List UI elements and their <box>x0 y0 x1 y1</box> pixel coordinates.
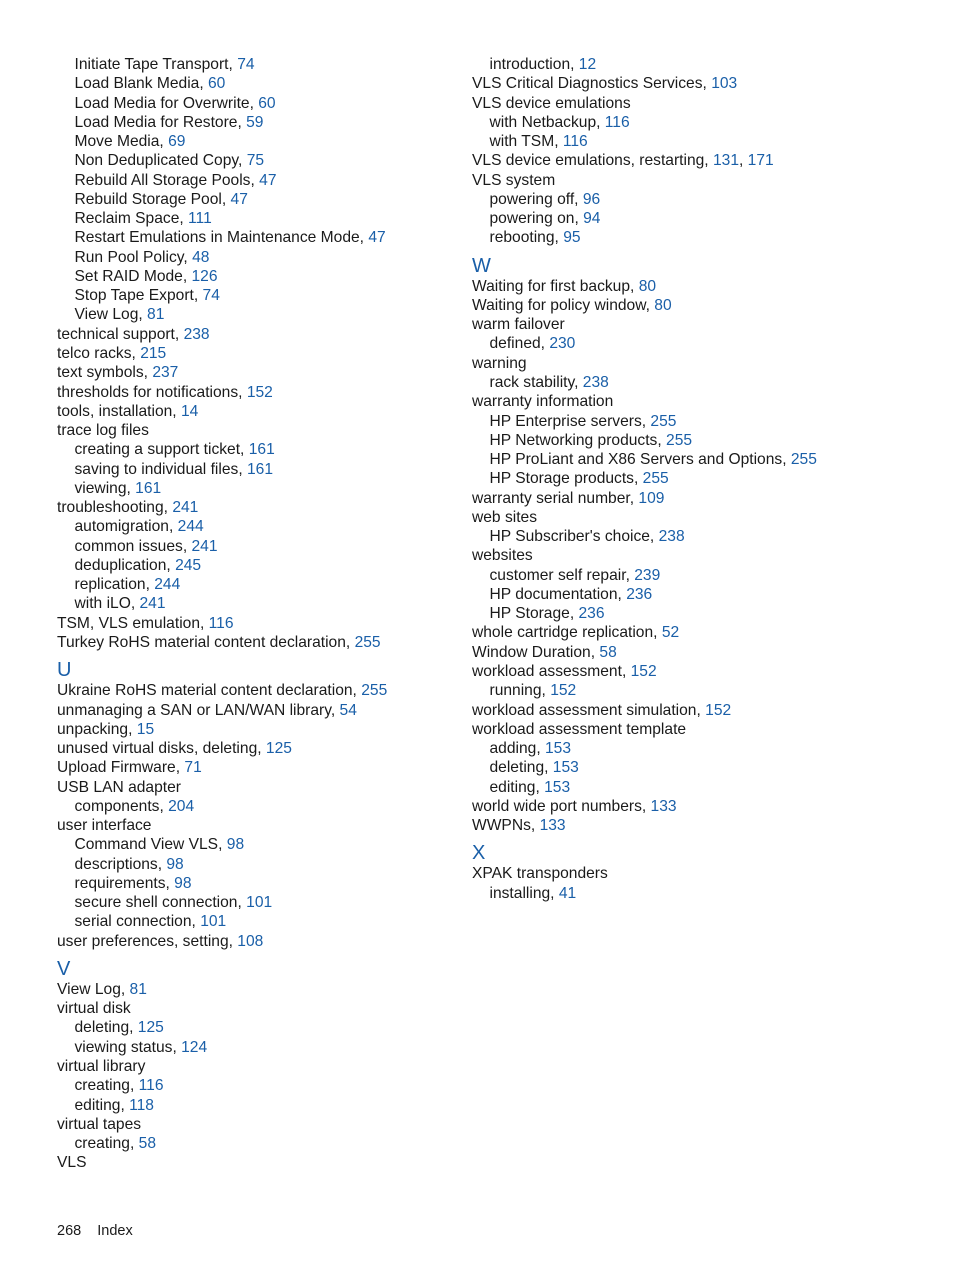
page-link[interactable]: 238 <box>582 373 609 391</box>
page-link[interactable]: 153 <box>552 759 579 777</box>
index-subentry <box>472 469 942 488</box>
index-term: defined, <box>489 335 550 353</box>
index-subentry <box>57 517 467 536</box>
page-link[interactable]: 47 <box>368 229 386 247</box>
index-term: saving to individual files, <box>74 460 247 478</box>
index-entry <box>472 662 942 681</box>
index-entry <box>472 171 942 190</box>
page-link[interactable]: 60 <box>258 94 276 112</box>
page-link[interactable]: 54 <box>339 701 357 719</box>
index-term: viewing, <box>74 479 136 497</box>
page-link[interactable]: 153 <box>544 778 571 796</box>
index-subentry <box>472 884 942 903</box>
page-link[interactable]: 71 <box>184 759 202 777</box>
index-entry <box>57 402 467 421</box>
index-subentry <box>57 151 467 170</box>
index-entry <box>472 296 942 315</box>
index-subentry <box>57 893 467 912</box>
index-term: workload assessment template <box>472 720 687 738</box>
index-entry <box>472 643 942 662</box>
index-entry <box>472 315 942 334</box>
index-entry <box>472 623 942 642</box>
index-entry <box>57 1115 467 1134</box>
index-term: Set RAID Mode, <box>74 267 192 285</box>
index-term: with TSM, <box>489 133 563 151</box>
index-entry <box>472 151 942 170</box>
page-link[interactable]: 81 <box>129 980 147 998</box>
page-link[interactable]: 15 <box>136 720 155 738</box>
page-link[interactable]: 204 <box>168 797 195 815</box>
index-term: customer self repair, <box>489 566 635 584</box>
index-term: user interface <box>57 817 152 835</box>
index-subentry <box>57 835 467 854</box>
index-subentry <box>57 440 467 459</box>
page-link[interactable]: 80 <box>638 277 657 295</box>
index-term: troubleshooting, <box>57 499 173 517</box>
index-term: workload assessment simulation, <box>472 701 706 719</box>
index-entry <box>472 720 942 739</box>
index-term: Rebuild All Storage Pools, <box>74 171 260 189</box>
index-subentry <box>57 1096 467 1115</box>
index-subentry <box>57 874 467 893</box>
index-term: unused virtual disks, deleting, <box>57 740 266 758</box>
index-term: HP Subscriber's choice, <box>489 528 659 546</box>
page-link[interactable]: 58 <box>138 1135 157 1153</box>
index-subentry <box>472 431 942 450</box>
page-link[interactable]: 60 <box>208 75 226 93</box>
index-term: Load Media for Restore, <box>74 113 247 131</box>
index-subentry <box>57 855 467 874</box>
index-subentry <box>472 113 942 132</box>
index-entry <box>57 344 467 363</box>
index-subentry <box>57 479 467 498</box>
index-term: Reclaim Space, <box>74 210 189 228</box>
index-term: Rebuild Storage Pool, <box>74 190 231 208</box>
page-link[interactable]: 133 <box>539 817 566 835</box>
index-term: WWPNs, <box>472 817 540 835</box>
index-subentry <box>472 585 942 604</box>
index-subentry <box>472 681 942 700</box>
index-term: technical support, <box>57 325 184 343</box>
page-link[interactable]: 125 <box>265 740 292 758</box>
page-link[interactable]: 241 <box>191 537 218 555</box>
index-term: introduction, <box>489 56 579 73</box>
index-subentry <box>57 74 467 93</box>
index-term: virtual tapes <box>57 1115 142 1133</box>
index-subentry <box>57 248 467 267</box>
index-term: Run Pool Policy, <box>74 248 193 266</box>
index-term: VLS <box>57 1154 87 1172</box>
index-entry <box>57 1057 467 1076</box>
index-term: components, <box>74 797 169 815</box>
index-subentry <box>57 132 467 151</box>
index-term: VLS system <box>472 171 556 189</box>
index-entry <box>472 701 942 720</box>
index-term: whole cartridge replication, <box>472 624 662 642</box>
page-link[interactable]: 133 <box>650 797 677 815</box>
page-link[interactable]: 255 <box>361 682 388 700</box>
index-term: Restart Emulations in Maintenance Mode, <box>74 229 369 247</box>
index-subentry <box>472 412 942 431</box>
page-link[interactable]: 96 <box>582 190 601 208</box>
page-link[interactable]: 47 <box>230 190 248 208</box>
page-link[interactable]: 98 <box>174 874 192 892</box>
page-link[interactable]: 14 <box>180 402 199 420</box>
index-subentry <box>57 1038 467 1057</box>
index-subentry <box>472 778 942 797</box>
index-subentry <box>57 190 467 209</box>
page-link[interactable]: 245 <box>175 556 202 574</box>
index-subentry <box>472 739 942 758</box>
index-entry <box>57 363 467 382</box>
page-link[interactable]: 74 <box>237 56 255 73</box>
index-term: telco racks, <box>57 344 141 362</box>
index-entry <box>472 74 942 93</box>
page-link[interactable]: 118 <box>129 1096 154 1114</box>
index-subentry <box>472 450 942 469</box>
index-right-column <box>472 55 942 903</box>
index-term: trace log files <box>57 422 149 440</box>
page-link[interactable]: 81 <box>147 306 165 324</box>
index-subentry <box>472 373 942 392</box>
index-term: VLS device emulations, restarting, <box>472 152 713 170</box>
page-link[interactable]: 255 <box>354 633 381 651</box>
index-subentry <box>57 305 467 324</box>
index-term: running, <box>489 682 551 700</box>
index-term: VLS Critical Diagnostics Services, <box>472 75 712 93</box>
page-link[interactable]: 238 <box>183 325 210 343</box>
index-subentry <box>472 527 942 546</box>
index-entry <box>472 508 942 527</box>
index-term: VLS device emulations <box>472 94 631 112</box>
index-subentry <box>57 228 467 247</box>
index-subentry <box>57 797 467 816</box>
index-subentry <box>472 132 942 151</box>
index-term: View Log, <box>74 306 148 324</box>
index-letter-heading: X <box>472 842 486 865</box>
page-link[interactable]: 152 <box>705 701 732 719</box>
page-link[interactable]: 238 <box>658 528 685 546</box>
index-term: HP ProLiant and X86 Servers and Options, <box>489 451 791 469</box>
page-link[interactable]: 236 <box>578 605 605 623</box>
page-link[interactable]: 111 <box>188 210 212 228</box>
page-link[interactable]: 108 <box>237 932 264 950</box>
index-term: rebooting, <box>489 229 564 247</box>
index-entry <box>57 383 467 402</box>
page-link[interactable]: 244 <box>177 518 204 536</box>
page-link[interactable]: 255 <box>666 431 693 449</box>
index-entry <box>57 778 467 797</box>
index-left-column <box>57 55 467 1173</box>
page-link[interactable]: 171 <box>747 152 774 170</box>
page-link[interactable]: 41 <box>558 884 577 902</box>
index-subentry <box>57 286 467 305</box>
page-link[interactable]: 58 <box>599 643 617 661</box>
index-term: with Netbackup, <box>489 113 605 131</box>
index-entry <box>472 864 942 883</box>
page-link[interactable]: 116 <box>138 1077 164 1095</box>
page-link[interactable]: 236 <box>626 585 653 603</box>
index-entry <box>472 354 942 373</box>
index-term: warning <box>472 354 527 372</box>
index-subentry <box>57 594 467 613</box>
index-term: unmanaging a SAN or LAN/WAN library, <box>57 701 340 719</box>
index-subentry <box>57 267 467 286</box>
page-link[interactable]: 125 <box>137 1019 164 1037</box>
index-term: descriptions, <box>74 855 167 873</box>
index-term: powering off, <box>489 190 583 208</box>
page-link[interactable]: 12 <box>578 56 597 73</box>
index-term: Waiting for first backup, <box>472 277 639 295</box>
index-subentry <box>57 55 467 74</box>
index-term: unpacking, <box>57 720 137 738</box>
page-link[interactable]: 95 <box>563 229 581 247</box>
index-term: serial connection, <box>74 913 201 931</box>
page-link[interactable]: 239 <box>634 566 661 584</box>
index-subentry <box>57 171 467 190</box>
index-term: Command View VLS, <box>74 836 227 854</box>
page-link[interactable]: 241 <box>139 595 166 613</box>
index-term: USB LAN adapter <box>57 778 181 796</box>
index-entry <box>57 614 467 633</box>
page-link[interactable]: 52 <box>661 624 680 642</box>
index-term: HP Networking products, <box>489 431 667 449</box>
section-title: Index <box>97 1223 133 1239</box>
page-link[interactable]: 116 <box>562 133 588 151</box>
index-term: deleting, <box>74 1019 138 1037</box>
index-entry <box>57 681 467 700</box>
page-link[interactable]: 103 <box>711 75 738 93</box>
page-link[interactable]: 109 <box>638 489 665 507</box>
index-term: XPAK transponders <box>472 865 608 883</box>
page-link[interactable]: 116 <box>604 113 630 131</box>
page-link[interactable]: 80 <box>654 296 672 314</box>
index-entry <box>57 701 467 720</box>
index-subentry <box>57 556 467 575</box>
index-entry <box>57 932 467 951</box>
index-term: adding, <box>489 740 545 758</box>
index-term: Turkey RoHS material content declaration, <box>57 633 355 651</box>
index-term: editing, <box>74 1096 130 1114</box>
index-term: HP Storage, <box>489 605 579 623</box>
index-entry <box>57 325 467 344</box>
index-subentry <box>57 460 467 479</box>
index-term: rack stability, <box>489 373 583 391</box>
page-link[interactable]: 74 <box>202 287 220 305</box>
index-term: installing, <box>489 884 559 902</box>
page-link[interactable]: 75 <box>246 152 265 170</box>
index-term: replication, <box>74 576 155 594</box>
index-subentry <box>472 55 942 74</box>
page-link[interactable]: 126 <box>191 267 218 285</box>
index-term: View Log, <box>57 980 130 998</box>
index-term: text symbols, <box>57 364 153 382</box>
index-entry <box>472 94 942 113</box>
page-link[interactable]: 153 <box>545 740 572 758</box>
index-subentry <box>57 209 467 228</box>
index-term: web sites <box>472 508 538 526</box>
index-term: common issues, <box>74 537 192 555</box>
index-entry <box>57 816 467 835</box>
page-link[interactable]: 101 <box>246 894 273 912</box>
index-term: automigration, <box>74 518 178 536</box>
index-term: warranty information <box>472 393 614 411</box>
page-link[interactable]: 255 <box>650 412 677 430</box>
page-link[interactable]: 98 <box>166 855 184 873</box>
index-subentry <box>472 209 942 228</box>
index-term: requirements, <box>74 874 175 892</box>
page-separator: , <box>739 152 748 170</box>
index-term: Load Media for Overwrite, <box>74 94 259 112</box>
index-letter-heading: V <box>57 957 71 980</box>
index-term: virtual library <box>57 1058 146 1076</box>
index-entry <box>57 720 467 739</box>
page-link[interactable]: 47 <box>259 171 277 189</box>
page-link[interactable]: 152 <box>630 662 657 680</box>
index-term: HP documentation, <box>489 585 627 603</box>
page-link[interactable]: 101 <box>200 913 227 931</box>
index-term: Non Deduplicated Copy, <box>74 152 247 170</box>
index-subentry <box>57 94 467 113</box>
page-link[interactable]: 255 <box>790 451 817 469</box>
index-entry <box>472 392 942 411</box>
index-entry <box>57 739 467 758</box>
page-link[interactable]: 255 <box>642 470 669 488</box>
index-entry <box>472 489 942 508</box>
index-subentry <box>472 228 942 247</box>
page-link[interactable]: 124 <box>181 1038 208 1056</box>
index-term: Upload Firmware, <box>57 759 185 777</box>
index-subentry <box>57 912 467 931</box>
page-link[interactable]: 94 <box>583 210 601 228</box>
page-link[interactable]: 152 <box>550 682 577 700</box>
page-link[interactable]: 161 <box>135 479 162 497</box>
index-term: websites <box>472 547 533 565</box>
page-link[interactable]: 48 <box>192 248 210 266</box>
index-term: HP Storage products, <box>489 470 643 488</box>
page-link[interactable]: 215 <box>140 344 167 362</box>
index-subentry <box>57 113 467 132</box>
index-term: warm failover <box>472 316 565 334</box>
page-link[interactable]: 161 <box>248 441 275 459</box>
index-subentry <box>472 334 942 353</box>
index-term: creating, <box>74 1135 139 1153</box>
page-link[interactable]: 69 <box>168 133 186 151</box>
index-term: warranty serial number, <box>472 489 639 507</box>
index-term: creating, <box>74 1077 139 1095</box>
index-term: powering on, <box>489 210 584 228</box>
index-letter-heading: U <box>57 659 72 682</box>
index-term: TSM, VLS emulation, <box>57 614 209 632</box>
index-subentry <box>57 575 467 594</box>
index-entry <box>57 999 467 1018</box>
index-term: deduplication, <box>74 556 176 574</box>
index-term: user preferences, setting, <box>57 932 238 950</box>
index-term: Initiate Tape Transport, <box>74 56 238 73</box>
index-letter-heading: W <box>472 254 491 277</box>
page-link[interactable]: 241 <box>172 499 199 517</box>
index-term: Move Media, <box>74 133 169 151</box>
page-link[interactable]: 131 <box>712 152 739 170</box>
index-term: world wide port numbers, <box>472 797 651 815</box>
index-term: viewing status, <box>74 1038 182 1056</box>
index-entry <box>472 816 942 835</box>
page-footer <box>57 1223 133 1239</box>
index-entry <box>57 498 467 517</box>
page-link[interactable]: 152 <box>246 383 273 401</box>
page-link[interactable]: 244 <box>154 576 181 594</box>
index-term: Stop Tape Export, <box>74 287 203 305</box>
index-term: thresholds for notifications, <box>57 383 247 401</box>
index-term: creating a support ticket, <box>74 441 249 459</box>
page-link[interactable]: 237 <box>152 364 179 382</box>
index-term: HP Enterprise servers, <box>489 412 651 430</box>
index-subentry <box>472 190 942 209</box>
index-entry <box>472 797 942 816</box>
index-entry <box>57 421 467 440</box>
index-term: with iLO, <box>74 595 140 613</box>
index-entry <box>472 277 942 296</box>
index-subentry <box>472 758 942 777</box>
index-subentry <box>57 1076 467 1095</box>
index-subentry <box>57 1018 467 1037</box>
page-number: 268 <box>57 1223 82 1239</box>
page-link[interactable]: 116 <box>208 614 234 632</box>
index-term: virtual disk <box>57 1000 131 1018</box>
index-subentry <box>472 604 942 623</box>
page-link[interactable]: 230 <box>549 335 576 353</box>
index-term: Waiting for policy window, <box>472 296 655 314</box>
index-term: editing, <box>489 778 545 796</box>
index-entry <box>472 546 942 565</box>
index-subentry <box>57 1134 467 1153</box>
index-subentry <box>472 566 942 585</box>
index-entry <box>57 980 467 999</box>
index-term: Load Blank Media, <box>74 75 208 93</box>
index-term: secure shell connection, <box>74 894 247 912</box>
page-link[interactable]: 161 <box>247 460 274 478</box>
index-entry <box>57 758 467 777</box>
index-term: workload assessment, <box>472 662 631 680</box>
index-term: tools, installation, <box>57 402 181 420</box>
index-entry <box>57 1153 467 1172</box>
page-link[interactable]: 98 <box>226 836 245 854</box>
index-term: deleting, <box>489 759 553 777</box>
page-link[interactable]: 59 <box>246 113 264 131</box>
index-entry <box>57 633 467 652</box>
index-term: Ukraine RoHS material content declaration, <box>57 682 362 700</box>
index-subentry <box>57 537 467 556</box>
index-term: Window Duration, <box>472 643 600 661</box>
